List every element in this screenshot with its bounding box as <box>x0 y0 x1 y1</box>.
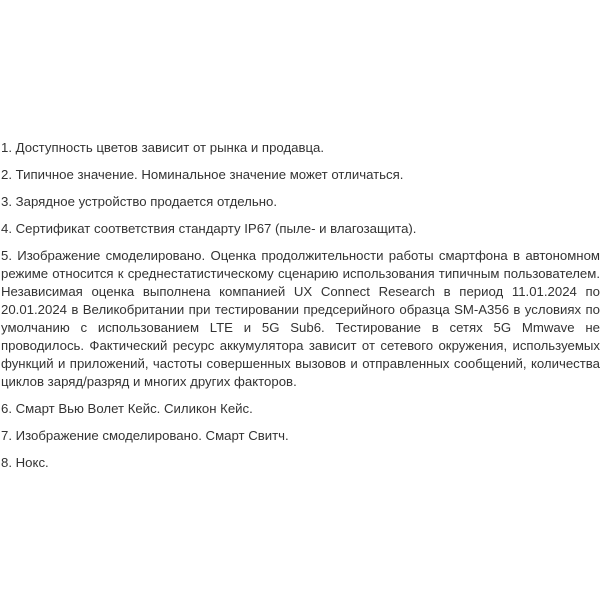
footnote-8: 8. Нокс. <box>1 455 49 470</box>
footnote-5: 5. Изображение смоделировано. Оценка продолжительности работы смартфона в автономном режиме относится к среднестатистическому сценарию использования типичным пользователем. Независимая оценка выполнена компанией UX Connect Research в период 11.01.2024 по 20.01.2024 в Великобритании при тестировании предсерийного образца SM-A356 в условиях по умолчанию с использованием LTE и 5G Sub6. Тестирование в сетях 5G Mmwave не проводилось. Фактический ресурс аккумулятора зависит от сетевого окружения, используемых функций и приложений, частоты совершенных вызовов и отправленных сообщений, количества циклов заряд/разряд и многих других факторов. <box>1 248 600 389</box>
footnote-6: 6. Смарт Вью Волет Кейс. Силикон Кейс. <box>1 401 253 416</box>
footnote-4: 4. Сертификат соответствия стандарту IP67 (пыле- и влагозащита). <box>1 221 417 236</box>
footnote-7: 7. Изображение смоделировано. Смарт Свитч. <box>1 428 289 443</box>
footnote-2: 2. Типичное значение. Номинальное значение может отличаться. <box>1 167 404 182</box>
footnote-3: 3. Зарядное устройство продается отдельно. <box>1 194 278 209</box>
footnote-list <box>1 139 600 472</box>
footnote-1: 1. Доступность цветов зависит от рынка и продавца. <box>1 140 325 155</box>
